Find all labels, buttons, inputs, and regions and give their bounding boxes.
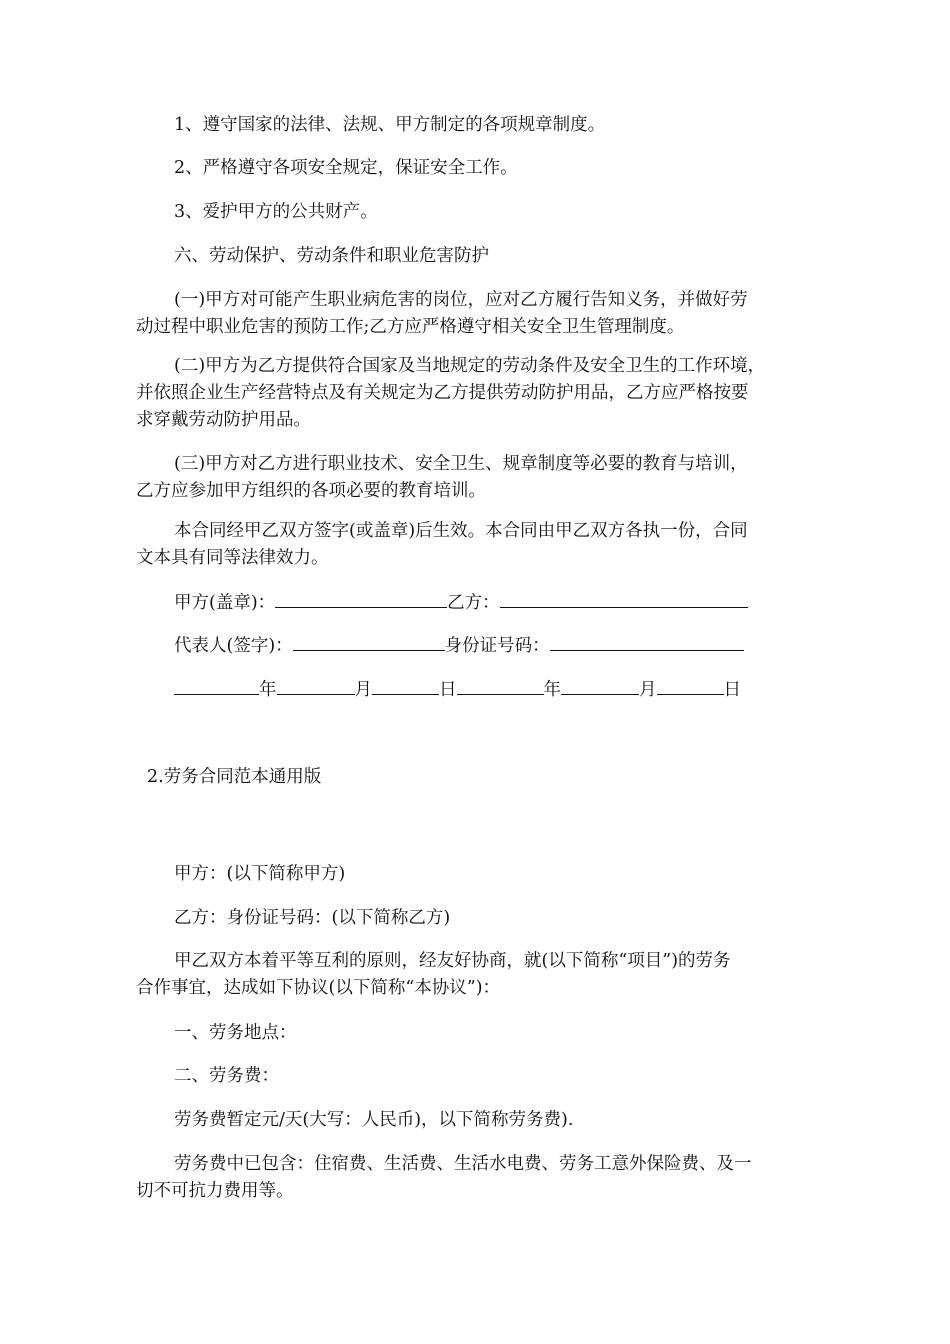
intro-line-2: 合作事宜，达成如下协议(以下简称“本协议”)： xyxy=(136,978,501,998)
paragraph-2-line-3: 求穿戴劳动防护用品。 xyxy=(136,410,311,430)
id-number-label: 身份证号码： xyxy=(444,636,550,656)
fee-description: 劳务费暂定元/天(大写：人民币)，以下简称劳务费). xyxy=(174,1110,574,1130)
signature-row-representative xyxy=(174,632,824,659)
paragraph-1-line-2: 动过程中职业危害的预防工作;乙方应严格遵守相关安全卫生管理制度。 xyxy=(136,317,685,337)
month-label-a: 月 xyxy=(354,680,372,700)
party-b-label: 乙方： xyxy=(447,593,500,613)
intro-line-1: 甲乙双方本着平等互利的原则，经友好协商，就(以下简称“项目”)的劳务 xyxy=(174,951,731,971)
month-blank-b xyxy=(561,676,639,695)
representative-blank xyxy=(293,632,445,651)
day-label-b: 日 xyxy=(723,680,741,700)
party-b-blank xyxy=(500,589,748,608)
year-label-a: 年 xyxy=(259,680,277,700)
year-blank-b xyxy=(457,676,544,695)
id-number-blank xyxy=(550,632,744,651)
section-heading-6: 六、劳动保护、劳动条件和职业危害防护 xyxy=(174,246,489,266)
section-2-title: 2.劳务合同范本通用版 xyxy=(147,767,322,787)
paragraph-4-line-2: 文本具有同等法律效力。 xyxy=(136,548,329,568)
clause-item-2: 2、严格遵守各项安全规定，保证安全工作。 xyxy=(174,158,518,178)
signature-row-dates xyxy=(174,676,824,703)
paragraph-1-line-1: (一)甲方对可能产生职业病危害的岗位，应对乙方履行告知义务，并做好劳 xyxy=(174,290,748,310)
section-2-party-a: 甲方：(以下简称甲方) xyxy=(174,864,346,884)
clause-item-3: 3、爱护甲方的公共财产。 xyxy=(174,202,378,222)
paragraph-3-line-2: 乙方应参加甲方组织的各项必要的教育培训。 xyxy=(136,481,486,501)
clause-item-1: 1、遵守国家的法律、法规、甲方制定的各项规章制度。 xyxy=(174,115,606,135)
paragraph-2-line-2: 并依照企业生产经营特点及有关规定为乙方提供劳动防护用品，乙方应严格按要 xyxy=(136,383,749,403)
signature-row-parties xyxy=(174,589,824,616)
fee-included-line-1: 劳务费中已包含：住宿费、生活费、生活水电费、劳务工意外保险费、及一 xyxy=(174,1154,752,1174)
year-label-b: 年 xyxy=(543,680,561,700)
party-a-blank xyxy=(275,589,447,608)
paragraph-2-line-1: (二)甲方为乙方提供符合国家及当地规定的劳动条件及安全卫生的工作环境， xyxy=(174,356,766,376)
paragraph-4-line-1: 本合同经甲乙双方签字(或盖章)后生效。本合同由甲乙双方各执一份，合同 xyxy=(174,521,748,541)
year-blank-a xyxy=(174,676,259,695)
month-label-b: 月 xyxy=(639,680,657,700)
fee-included-line-2: 切不可抗力费用等。 xyxy=(136,1181,294,1201)
day-blank-b xyxy=(657,676,724,695)
section-2-party-b: 乙方：身份证号码：(以下简称乙方) xyxy=(174,908,451,928)
party-a-seal-label: 甲方(盖章)： xyxy=(174,593,276,613)
heading-labor-location: 一、劳务地点： xyxy=(174,1023,297,1043)
month-blank-a xyxy=(277,676,355,695)
day-label-a: 日 xyxy=(439,680,457,700)
heading-labor-fee: 二、劳务费： xyxy=(174,1066,279,1086)
paragraph-3-line-1: (三)甲方对乙方进行职业技术、安全卫生、规章制度等必要的教育与培训， xyxy=(174,454,748,474)
representative-label: 代表人(签字)： xyxy=(174,636,293,656)
day-blank-a xyxy=(372,676,439,695)
